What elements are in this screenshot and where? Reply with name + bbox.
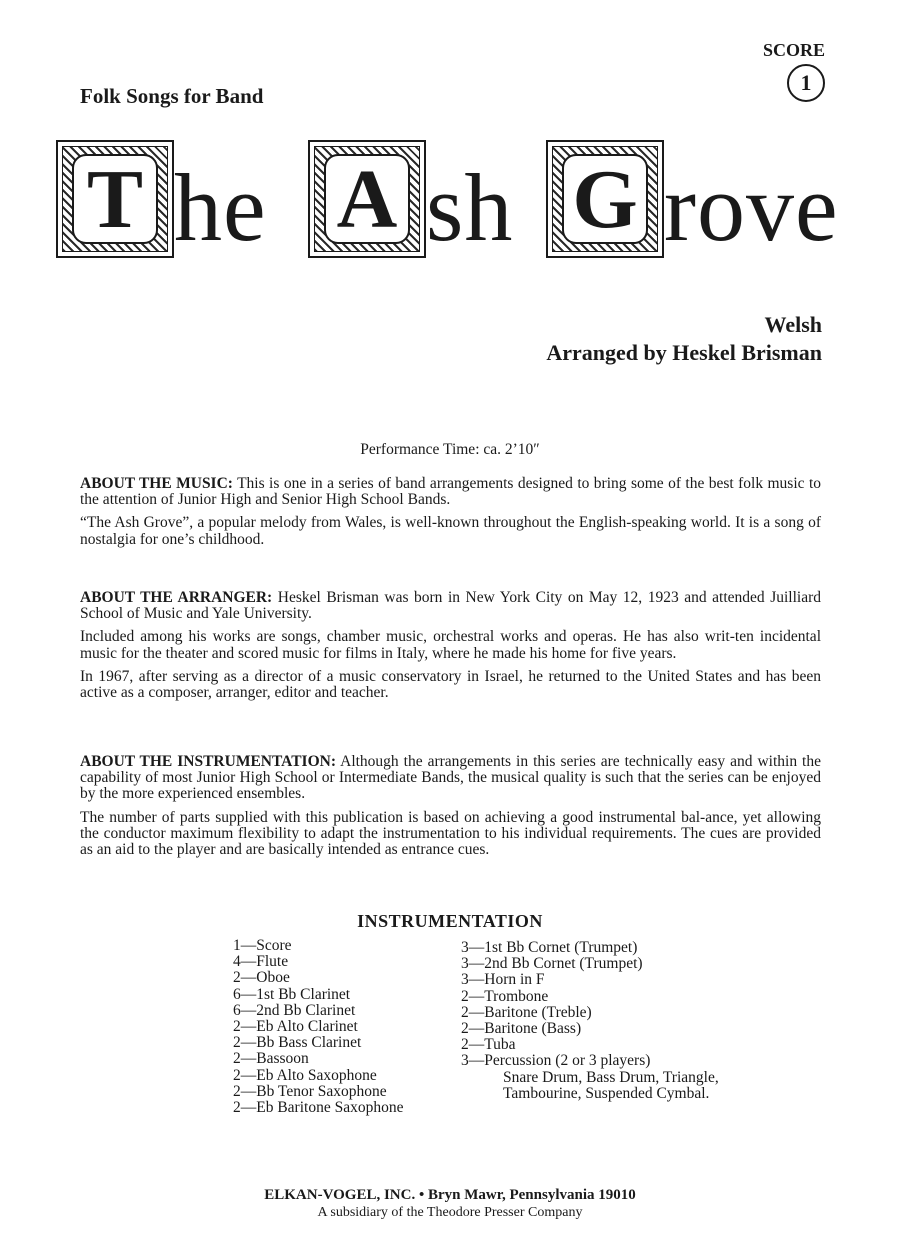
title-word-rest: rove bbox=[664, 154, 839, 261]
about-arranger-paragraph bbox=[80, 629, 821, 661]
section-heading: ABOUT THE MUSIC: bbox=[80, 475, 233, 492]
instrument-item: 3—Percussion (2 or 3 players) bbox=[461, 1052, 651, 1070]
instrument-item: 2—Bb Bass Clarinet bbox=[233, 1034, 362, 1052]
instrumentation-list-right bbox=[461, 940, 719, 1102]
series-title: Folk Songs for Band bbox=[80, 84, 264, 108]
instrument-item: 1—Score bbox=[233, 937, 292, 954]
paragraph-text: The number of parts supplied with this publication is based on achieving a good instrumental bal-ance, yet allowing the conductor maximum flexibility to adapt the instrumentation to his individual requirements. The cues are provided as an aid to the player and are basically intended as entrance cues. bbox=[80, 808, 821, 859]
origin-label: Welsh bbox=[764, 312, 822, 337]
paragraph-text: This is one in a series of band arrangements designed to bring some of the best folk music to the attention of Junior High and Senior High School Bands. bbox=[80, 475, 821, 509]
about-instrumentation-section bbox=[80, 754, 821, 865]
instrument-item: 2—Bb Tenor Saxophone bbox=[233, 1082, 387, 1100]
ornate-initial-t bbox=[56, 140, 174, 258]
subsidiary-line: A subsidiary of the Theodore Presser Company bbox=[317, 1205, 583, 1220]
instrument-item: 2—Oboe bbox=[233, 969, 290, 987]
initial-letter: G bbox=[562, 154, 648, 244]
about-music-paragraph bbox=[80, 476, 821, 508]
instrument-item: 2—Tuba bbox=[461, 1036, 516, 1054]
instrument-item: 2—Trombone bbox=[461, 987, 549, 1005]
about-arranger-paragraph bbox=[80, 590, 821, 622]
percussion-detail: Snare Drum, Bass Drum, Triangle, bbox=[503, 1068, 719, 1086]
arranger-credit: Arranged by Heskel Brisman bbox=[546, 340, 822, 365]
instrument-item: 4—Flute bbox=[233, 953, 289, 971]
score-number-badge: 1 bbox=[787, 64, 825, 102]
piece-title bbox=[56, 140, 856, 262]
publisher-line: ELKAN-VOGEL, INC. • Bryn Mawr, Pennsylvania 19010 bbox=[264, 1187, 636, 1203]
section-heading: ABOUT THE INSTRUMENTATION: bbox=[80, 753, 336, 770]
percussion-detail: Tambourine, Suspended Cymbal. bbox=[503, 1084, 710, 1102]
initial-letter: T bbox=[72, 154, 158, 244]
section-heading: ABOUT THE ARRANGER: bbox=[80, 589, 273, 606]
instrument-item: 2—Bassoon bbox=[233, 1050, 309, 1068]
about-music-section bbox=[80, 476, 821, 555]
ornate-initial-g bbox=[546, 140, 664, 258]
initial-letter: A bbox=[324, 154, 410, 244]
about-arranger-section bbox=[80, 590, 821, 708]
ornate-initial-a bbox=[308, 140, 426, 258]
about-arranger-paragraph bbox=[80, 669, 821, 701]
score-label: SCORE bbox=[762, 40, 825, 60]
about-instrumentation-paragraph bbox=[80, 754, 821, 803]
title-word-rest: he bbox=[174, 154, 267, 261]
performance-time: Performance Time: ca. 2’10″ bbox=[360, 441, 540, 458]
about-instrumentation-paragraph bbox=[80, 810, 821, 859]
instrumentation-list-left bbox=[233, 938, 403, 1116]
paragraph-text: “The Ash Grove”, a popular melody from Wales, is well-known throughout the English-speaking world. It is a song of nostalgia for one’s childhood. bbox=[80, 514, 821, 548]
paragraph-text: Heskel Brisman was born in New York City on May 12, 1923 and attended Juilliard School of Music and Yale University. bbox=[80, 589, 821, 623]
instrument-item: 3—Horn in F bbox=[461, 971, 545, 989]
instrument-item: 2—Baritone (Treble) bbox=[461, 1003, 592, 1021]
instrument-item: 2—Baritone (Bass) bbox=[461, 1020, 582, 1038]
instrument-item: 3—2nd Bb Cornet (Trumpet) bbox=[461, 955, 643, 973]
instrument-item: 6—1st Bb Clarinet bbox=[233, 985, 351, 1003]
instrument-item: 2—Eb Alto Clarinet bbox=[233, 1018, 358, 1036]
about-music-paragraph bbox=[80, 515, 821, 547]
instrument-item: 6—2nd Bb Clarinet bbox=[233, 1001, 356, 1019]
instrument-item: 2—Eb Baritone Saxophone bbox=[233, 1099, 404, 1117]
paragraph-text: In 1967, after serving as a director of a music conservatory in Israel, he returned to the United States and has been active as a composer, arranger, editor and teacher. bbox=[80, 667, 821, 702]
title-word-rest: sh bbox=[426, 154, 514, 261]
instrument-item: 3—1st Bb Cornet (Trumpet) bbox=[461, 939, 638, 956]
instrumentation-heading: INSTRUMENTATION bbox=[357, 911, 543, 931]
paragraph-text: Although the arrangements in this series are technically easy and within the capability of most Junior High School or Intermediate Bands, the musical quality is such that the series can be enjoyed by the more experienced ensembles. bbox=[80, 753, 821, 803]
instrument-item: 2—Eb Alto Saxophone bbox=[233, 1066, 377, 1084]
paragraph-text: Included among his works are songs, chamber music, orchestral works and operas. He has also writ-ten incidental music for the theater and scored music for films in Italy, where he made his home for five years. bbox=[80, 628, 821, 662]
